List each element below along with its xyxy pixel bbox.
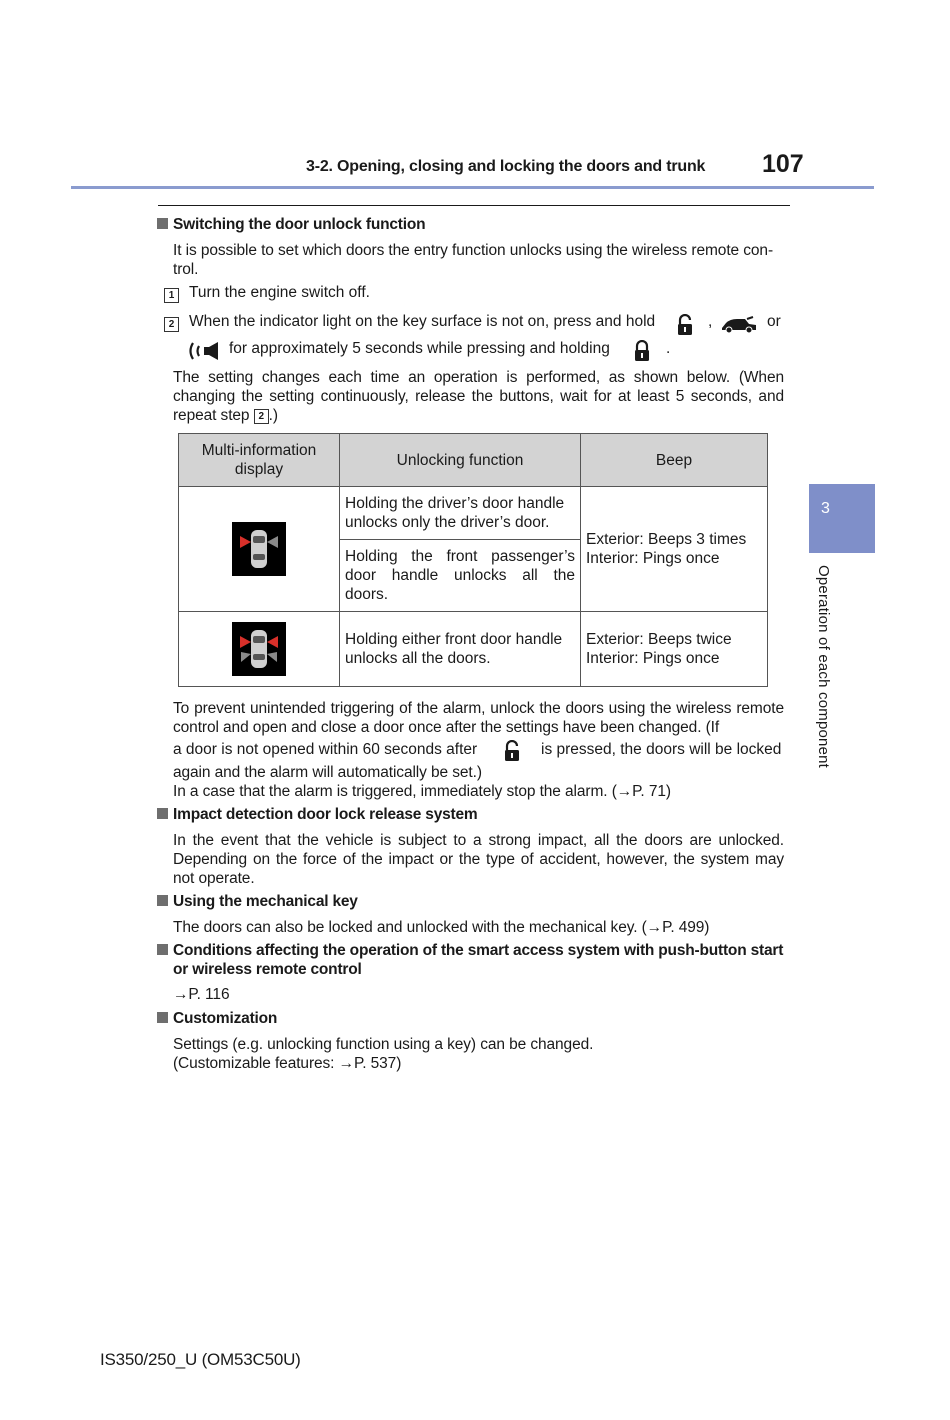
page-number: 107 xyxy=(762,150,804,178)
table-header-display: Multi-information display xyxy=(179,434,340,487)
step-1-text: Turn the engine switch off. xyxy=(189,284,370,301)
square-bullet-icon xyxy=(157,895,168,906)
table-cell-function-1a: Holding the driver’s door handle unlocks only the driver’s door. xyxy=(340,487,581,540)
section-heading-conditions-line-2: or wireless remote control xyxy=(173,961,362,978)
switching-intro: It is possible to set which doors the entry function unlocks using the wireless remote con-trol. xyxy=(173,242,774,278)
content-rule xyxy=(158,205,790,206)
table-cell-function-2: Holding either front door handle unlocks all the doors. xyxy=(340,612,581,687)
table-header-beep: Beep xyxy=(581,434,768,487)
conditions-text: →P. 116 xyxy=(173,986,230,1003)
setting-change-text: The setting changes each time an operation is performed, as shown below. (When changing the setting continuously, release the buttons, wait for at least 5 seconds, and repeat step 2 .) xyxy=(173,369,784,424)
section-heading-customization: Customization xyxy=(157,1010,277,1028)
table-cell-display-2 xyxy=(179,612,340,687)
square-bullet-icon xyxy=(157,1012,168,1023)
step-2-box: 2 xyxy=(164,315,179,333)
square-bullet-icon xyxy=(157,944,168,955)
table-header-row xyxy=(179,434,768,487)
alarm-line-2a: a door is not opened within 60 seconds after xyxy=(173,741,478,758)
step-2-text-b: for approximately 5 seconds while pressing and holding xyxy=(229,340,610,357)
car-two-doors-display-icon xyxy=(232,622,286,676)
step-2-period: . xyxy=(666,340,671,357)
alarm-line-4: In a case that the alarm is triggered, immediately stop the alarm. (→P. 71) xyxy=(173,783,671,800)
table-cell-beep-2: Exterior: Beeps twice Interior: Pings once xyxy=(581,612,768,687)
step-2-text-a: When the indicator light on the key surface is not on, press and hold xyxy=(189,313,656,330)
step-2-reference-box: 2 xyxy=(254,409,269,424)
header-rule xyxy=(71,186,874,189)
table-row xyxy=(179,487,768,540)
trunk-icon xyxy=(720,316,758,334)
alarm-line-3: again and the alarm will automatically be set.) xyxy=(173,764,482,781)
customization-line-2: (Customizable features: →P. 537) xyxy=(173,1055,402,1072)
table-header-function: Unlocking function xyxy=(340,434,581,487)
mechanical-key-text: The doors can also be locked and unlocked with the mechanical key. (→P. 499) xyxy=(173,919,710,936)
table-cell-function-1b: Holding the front passenger’s door handle unlocks all the doors. xyxy=(340,540,581,612)
alarm-line-2b: is pressed, the doors will be locked xyxy=(541,741,782,758)
table-cell-beep-1: Exterior: Beeps 3 times Interior: Pings once xyxy=(581,487,768,612)
table-cell-display-1 xyxy=(179,487,340,612)
section-heading-conditions: Conditions affecting the operation of the smart access system with push-button start xyxy=(157,942,797,960)
section-heading-mechanical-key: Using the mechanical key xyxy=(157,893,358,911)
chapter-tab-number: 3 xyxy=(821,500,830,517)
panic-icon xyxy=(188,340,226,362)
step-1-box: 1 xyxy=(164,286,179,304)
chapter-tab-label: Operation of each component xyxy=(815,565,832,769)
square-bullet-icon xyxy=(157,808,168,819)
table-row xyxy=(179,612,768,687)
unlock-function-table xyxy=(178,433,768,687)
step-2-comma: , xyxy=(708,313,713,330)
unlock-icon xyxy=(676,314,694,336)
section-header-title: 3-2. Opening, closing and locking the doors and trunk xyxy=(306,158,706,175)
square-bullet-icon xyxy=(157,218,168,229)
chapter-tab xyxy=(809,484,875,553)
alarm-line-1: To prevent unintended triggering of the alarm, unlock the doors using the wireless remote control and open and close a door once after the settings have been changed. (If xyxy=(173,700,784,736)
car-one-door-display-icon xyxy=(232,522,286,576)
step-2-or: or xyxy=(767,313,781,330)
customization-line-1: Settings (e.g. unlocking function using a key) can be changed. xyxy=(173,1036,594,1053)
footer-model-code: IS350/250_U (OM53C50U) xyxy=(100,1350,301,1369)
unlock-icon xyxy=(503,740,521,762)
section-heading-impact: Impact detection door lock release system xyxy=(157,806,478,824)
section-heading-switching: Switching the door unlock function xyxy=(157,216,425,234)
lock-icon xyxy=(633,340,651,362)
impact-text: In the event that the vehicle is subject to a strong impact, all the doors are unlocked. Depending on the force of the impact or the type of accident, however, the system may not operate. xyxy=(173,832,784,887)
